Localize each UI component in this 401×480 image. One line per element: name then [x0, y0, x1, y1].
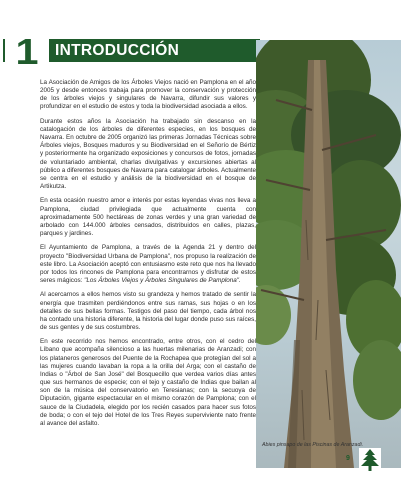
photo-caption: Abies pinsapo de las Piscinas de Aranzadi.	[262, 442, 364, 448]
paragraph: En este recorrido nos hemos encontrado, entre otros, con el cedro del Líbano que acompaña silencioso a las huertas milenarias de Aranzadi; con los plataneros generosos del Puente de la Rochapea que protegían del sol a las mujeres cuando lavaban la ropa a la orilla del Arga; con el castaño de Indias o "Árbol de San José" del Bosquecillo que verdea varios días antes que sus hermanos de especie; con el tejo y castaño de Indias que bailan al son de la música del conservatorio en Teresianas; con la secuoya de Diputación, gigante espectacular en el mismo corazón de Pamplona; con el sauce de la Ciudadela, elegido por los recién casados para hacer sus fotos de boda; o con el tejo del Hotel de los Tres Reyes superviviente nato frente al avance del asfalto.	[40, 338, 256, 427]
tree-photo	[256, 40, 401, 468]
pinsapo-tree-image	[256, 40, 401, 468]
page-number: 9	[346, 455, 350, 462]
paragraph: En esta ocasión nuestro amor e interés por estas leyendas vivas nos lleva a Pamplona, ciudad privilegiada que actualmente cuenta con aproximadamente 500 hectáreas de zonas verdes y una gran variedad de arbolado con 144.000 árboles censados, distribuidos en calles, plazas, parques y jardines.	[40, 197, 256, 238]
paragraph-text: El Ayuntamiento de Pamplona, a través de la Agenda 21 y dentro del proyecto "Biodiversidad Urbana de Pamplona", nos propuso la realización de este libro. La Asociación aceptó con entusiasmo este reto que nos ha llevado por todos los rincones de Pamplona para encontrarnos y disfrutar de estos seres mágicos:	[40, 244, 256, 284]
paragraph: Durante estos años la Asociación ha trabajado sin descanso en la catalogación de los árboles de diferentes especies, en los bosques de Navarra. En octubre de 2005 organizó las primeras Jornadas Técnicas sobre Árboles viejos, Bosques maduros y su Biodiversidad en el Señorío de Bértiz y posteriormente ha organizado exposiciones y concursos de fotos, jornadas de voluntariado ambiental, charlas divulgativas y excursiones abiertas al público a diferentes bosques de Navarra para catalogar árboles. Actualmente se centra en el estudio y análisis de la biodiversidad en el bosque de Artikutza.	[40, 117, 256, 191]
chapter-title: INTRODUCCIÓN	[55, 42, 180, 59]
paragraph: Al acercarnos a ellos hemos visto su grandeza y hemos tratado de sentir la energía que trasmiten perdiéndonos entre sus ramas, sus hojas o en los detalles de sus bellas formas. Testigos del paso del tiempo, cada árbol nos ha contado una historia diferente, la historia del lugar donde puso sus raíces, de sus gentes y de sus costumbres.	[40, 291, 256, 331]
tree-logo-icon	[359, 448, 381, 472]
body-text	[40, 79, 256, 428]
paragraph	[40, 244, 256, 285]
book-title-quote: "Los Árboles Viejos y Árboles Singulares de Pamplona".	[84, 277, 241, 284]
paragraph: La Asociación de Amigos de los Árboles Viejos nació en Pamplona en el año 2005 y desde entonces trabaja para promover la conservación y protección de los árboles viejos y singulares de Navarra, difundir sus valores y profundizar en el estudio de estos y toda la biodiversidad asociada a ellos.	[40, 79, 256, 111]
chapter-number: 1	[5, 35, 49, 69]
